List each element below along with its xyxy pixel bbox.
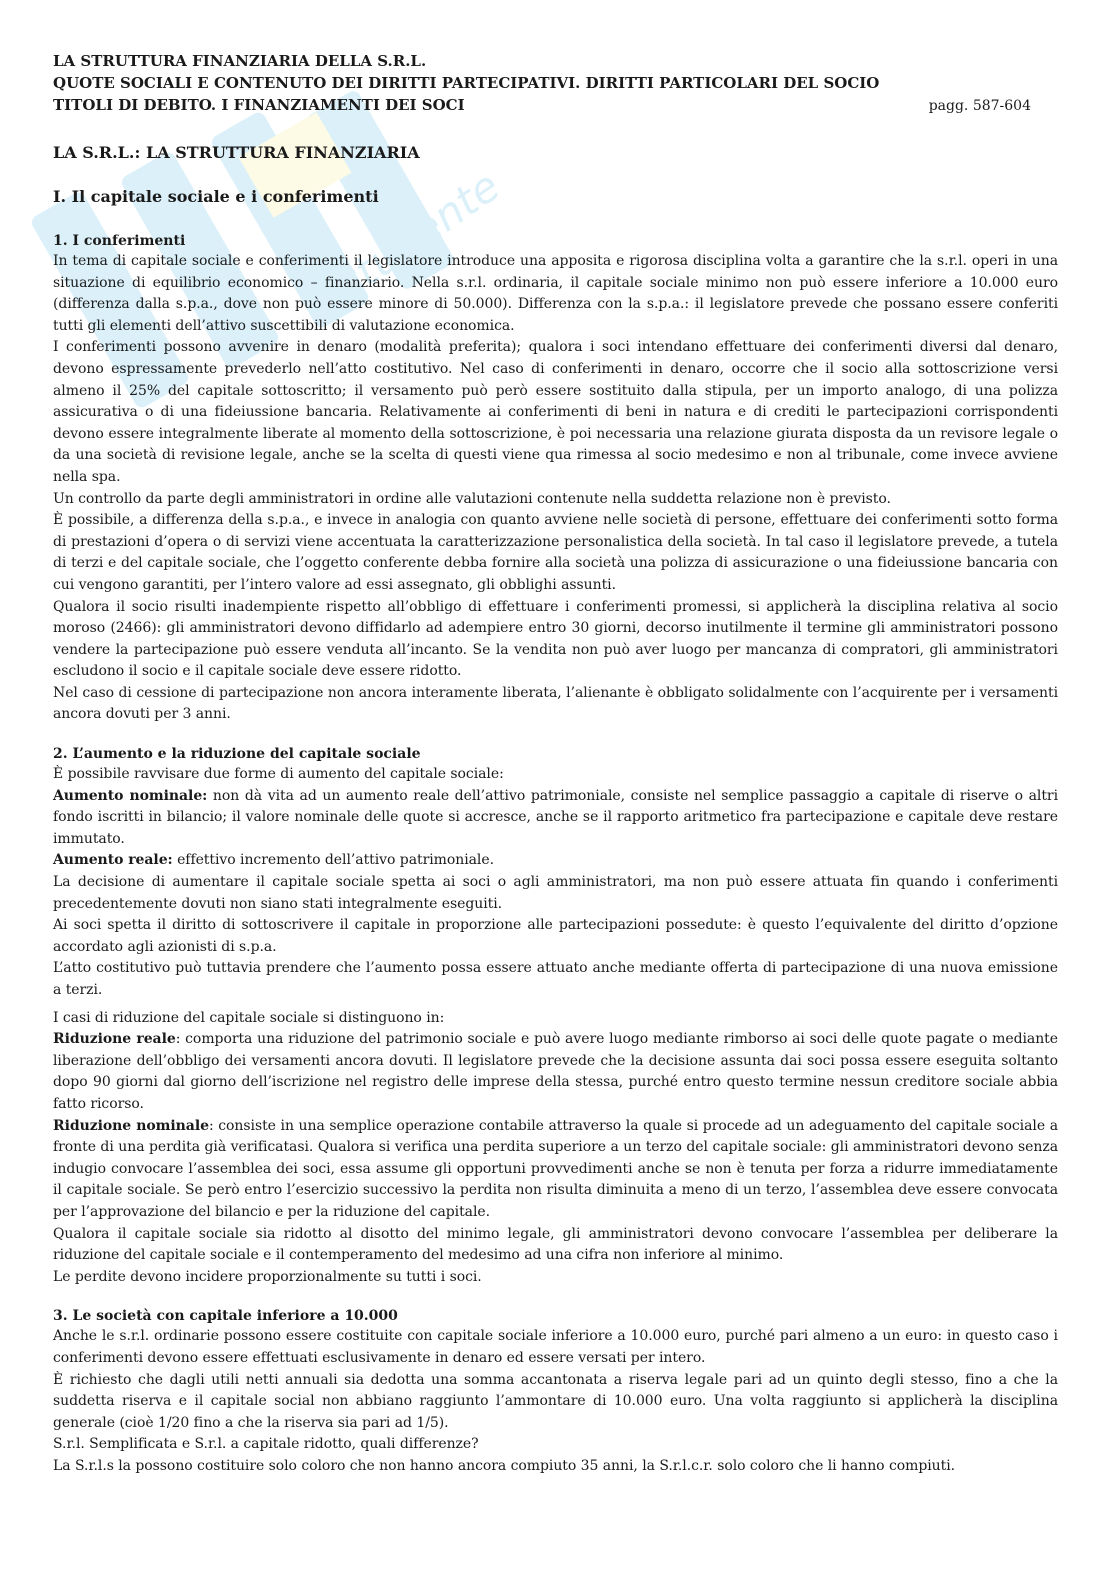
header-line-2: QUOTE SOCIALI E CONTENUTO DEI DIRITTI PARTECIPATIVI. DIRITTI PARTICOLARI DEL SOCIO xyxy=(53,74,880,92)
s2-title: 2. L’aumento e la riduzione del capitale sociale xyxy=(53,746,421,763)
s2-riduzione-nominale xyxy=(53,1116,1058,1224)
s2-aumento-nominale xyxy=(53,786,1058,851)
s1-title: 1. I conferimenti xyxy=(53,233,186,249)
s2-nominal-label: Aumento nominale: xyxy=(53,787,208,804)
s2-paragraph-1: È possibile ravvisare due forme di aumento del capitale sociale: xyxy=(53,766,504,783)
s2-rn-label: Riduzione nominale xyxy=(53,1117,209,1134)
s3-paragraph-2: È richiesto che dagli utili netti annuali sia dedotta una somma accantonata a riserva legale pari ad un quinto degli stesso, fino a che la suddetta riserva e il capitale social non abbiano raggiunto l’ammontare di 10.000 euro. Una volta raggiunto si applicherà la disciplina generale (cioè 1/20 fino a che la riserva sia pari ad 1/5). xyxy=(53,1371,1058,1431)
s2-paragraph-4: L’atto costitutivo può tuttavia prendere che l’aumento possa essere attuato anche mediante offerta di partecipazione di una nuova emissione a terzi. xyxy=(53,960,1058,998)
s1-paragraph-1: In tema di capitale sociale e conferimenti il legislatore introduce una apposita e rigorosa disciplina volta a garantire che la s.r.l. operi in una situazione di equilibrio economico – finanziario. Nella s.r.l. ordinaria, il capitale sociale minimo non può essere inferiore a 10.000 euro (differenza dalla s.p.a., dove non può essere minore di 50.000). Differenza con la s.p.a.: il legislatore prevede che possano essere conferiti tutti gli elementi dell’attivo suscettibili di valutazione economica. xyxy=(53,253,1058,334)
header-line-3-row xyxy=(53,94,1058,117)
header-line-3: TITOLI DI DEBITO. I FINANZIAMENTI DEI SOCI xyxy=(53,96,465,114)
s2-paragraph-7: Le perdite devono incidere proporzionalmente su tutti i soci. xyxy=(53,1268,482,1285)
s2-rn-text: : consiste in una semplice operazione contabile attraverso la quale si procede ad un adeguamento del capitale sociale a fronte di una perdita già verificatasi. Qualora si verifica una perdita superiore a un terzo del capitale sociale: gli amministratori devono senza indugio convocare l’assemblea dei soci, essa assume gli opportuni provvedimenti anche se non è tenuta per forza a ridurre immediatamente il capitale sociale. Se però entro l’esercizio successivo la perdita non risulta diminuita a meno di un terzo, l’assemblea deve essere convocata per l’approvazione del bilancio e per la riduzione del capitale. xyxy=(53,1117,1059,1220)
s1-paragraph-6: Nel caso di cessione di partecipazione non ancora interamente liberata, l’alienante è obbligato solidalmente con l’acquirente per i versamenti ancora dovuti per 3 anni. xyxy=(53,684,1058,723)
section-title: LA S.R.L.: LA STRUTTURA FINANZIARIA xyxy=(53,143,420,162)
s1-paragraph-5: Qualora il socio risulti inadempiente rispetto all’obbligo di effettuare i conferimenti promessi, si applicherà la disciplina relativa al socio moroso (2466): gli amministratori devono diffidarlo ad adempiere entro 30 giorni, decorso inutilmente il termine gli amministratori possono vendere la partecipazione può essere venduta all’incanto. Se la vendita non può aver luogo per mancanza di compratori, gli amministratori escludono il socio e il capitale sociale deve essere ridotto. xyxy=(53,598,1058,680)
s2-real-label: Aumento reale: xyxy=(53,852,173,869)
s2-paragraph-2: La decisione di aumentare il capitale sociale spetta ai soci o agli amministratori, ma non può essere attuata fin quando i conferimenti precedentemente dovuti non siano stati integralmente eseguiti. xyxy=(53,874,1058,912)
s2-rr-label: Riduzione reale xyxy=(53,1031,176,1048)
page-range: pagg. 587-604 xyxy=(928,98,1031,114)
s2-real-text: effettivo incremento dell’attivo patrimoniale. xyxy=(172,852,494,869)
document-page xyxy=(53,50,1058,1477)
s3-paragraph-4: La S.r.l.s la possono costituire solo coloro che non hanno ancora compiuto 35 anni, la S.r.l.c.r. solo coloro che li hanno compiuti. xyxy=(53,1457,956,1474)
s3-title: 3. Le società con capitale inferiore a 10.000 xyxy=(53,1308,398,1325)
s2-paragraph-6: Qualora il capitale sociale sia ridotto al disotto del minimo legale, gli amministratori devono convocare l’assemblea per deliberare la riduzione del capitale sociale e il contemperamento del medesimo ad una cifra non inferiore al minimo. xyxy=(53,1225,1058,1264)
s2-aumento-reale xyxy=(53,850,1058,872)
s2-riduzione-reale xyxy=(53,1029,1058,1115)
s2-paragraph-3: Ai soci spetta il diritto di sottoscrivere il capitale in proporzione alle partecipazioni possedute: è questo l’equivalente del diritto d’opzione accordato agli azionisti di s.p.a. xyxy=(53,917,1058,955)
s1-paragraph-2: I conferimenti possono avvenire in denaro (modalità preferita); qualora i soci intendano effettuare dei conferimenti diversi dal denaro, devono espressamente prevederlo nell’atto costitutivo. Nel caso di conferimenti in denaro, occorre che il socio alla sottoscrizione versi almeno il 25% del capitale sottoscritto; il versamento può però essere sostituito dalla stipula, per un importo analogo, di una polizza assicurativa o di una fideiussione bancaria. Relativamente ai conferimenti di beni in natura e di crediti le partecipazioni corrispondenti devono essere integralmente liberate al momento della sottoscrizione, è poi necessaria una relazione giurata disposta da un revisore legale o da una società di revisione legale, anche se la scelta di questi viene qua rimessa al socio medesimo e non al tribunale, come invece avviene nella spa. xyxy=(53,339,1058,485)
watermark-text: studente xyxy=(327,161,509,309)
s1-paragraph-4: È possibile, a differenza della s.p.a., e invece in analogia con quanto avviene nelle società di persone, effettuare dei conferimenti sotto forma di prestazioni d’opera o di servizi viene accentuata la caratterizzazione personalistica della società. In tal caso il legislatore prevede, a tutela di terzi e del capitale sociale, che l’oggetto conferente debba fornire alla società una polizza di assicurazione o una fideiussione bancaria con cui vengono garantiti, per l’intero valore ad essi assegnato, gli obblighi assunti. xyxy=(53,512,1058,593)
chapter-title: I. Il capitale sociale e i conferimenti xyxy=(53,187,379,206)
s2-rr-text: : comporta una riduzione del patrimonio sociale e può avere luogo mediante rimborso ai soci delle quote pagate o mediante liberazione dell’obbligo dei versamenti ancora dovuti. Il legislatore prevede che la decisione assunta dai soci possa essere eseguita soltanto dopo 90 giorni dal giorno dell’iscrizione nel registro delle imprese della stessa, purché entro questo termine nessun creditore sociale abbia fatto ricorso. xyxy=(53,1031,1058,1112)
s3-paragraph-1: Anche le s.r.l. ordinarie possono essere costituite con capitale sociale inferiore a 10.000 euro, purché pari almeno a un euro: in questo caso i conferimenti devono essere effettuati esclusivamente in denaro ed essere versati per intero. xyxy=(53,1328,1058,1366)
header-line-1: LA STRUTTURA FINANZIARIA DELLA S.R.L. xyxy=(53,52,427,70)
s2-paragraph-5: I casi di riduzione del capitale sociale si distinguono in: xyxy=(53,1009,445,1026)
s1-paragraph-3: Un controllo da parte degli amministratori in ordine alle valutazioni contenute nella suddetta relazione non è previsto. xyxy=(53,490,891,507)
s2-nominal-text: non dà vita ad un aumento reale dell’attivo patrimoniale, consiste nel semplice passaggio a capitale di riserve o altri fondo iscritti in bilancio; il valore nominale delle quote si accresce, anche se il rapporto aritmetico fra partecipazione e capitale deve restare immutato. xyxy=(53,787,1058,847)
s3-paragraph-3: S.r.l. Semplificata e S.r.l. a capitale ridotto, quali differenze? xyxy=(53,1436,479,1453)
